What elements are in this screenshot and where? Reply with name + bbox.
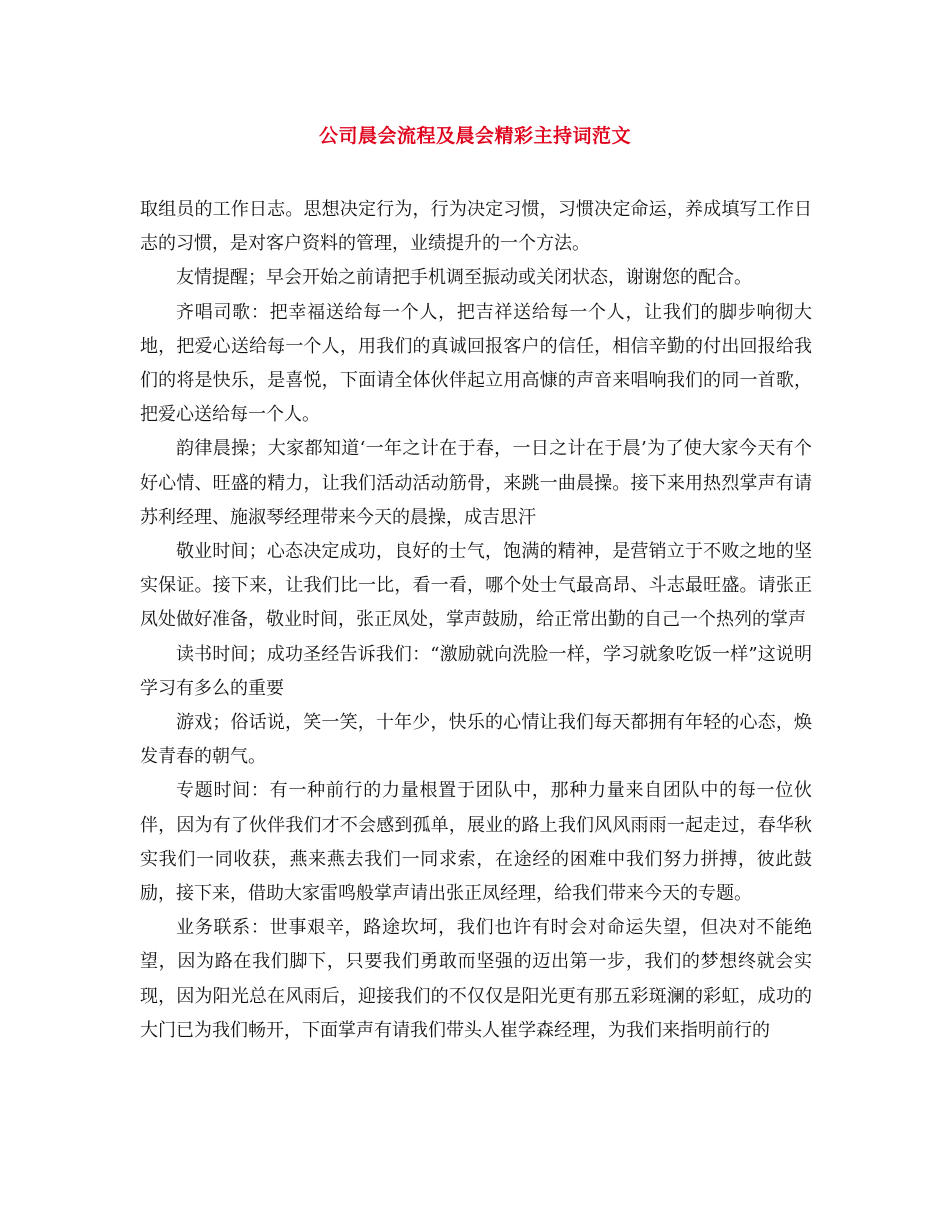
document-title: 公司晨会流程及晨会精彩主持词范文 <box>318 125 631 147</box>
paragraph-company-song: 齐唱司歌：把幸福送给每一个人，把吉祥送给每一个人，让我们的脚步响彻大地，把爱心送给每一个人，用我们的真诚回报客户的信任，相信辛勤的付出回报给我们的将是快乐，是喜悦，下面请全体伙伴起立用高慷的声音来唱响我们的同一首歌，把爱心送给每一个人。 <box>140 301 812 426</box>
paragraph-topic-time: 专题时间：有一种前行的力量根置于团队中，那种力量来自团队中的每一位伙伴，因为有了伙伴我们才不会感到孤单，展业的路上我们风风雨雨一起走过，春华秋实我们一同收获，燕来燕去我们一同求索，在途经的困难中我们努力拼搏，彼此鼓励，接下来，借助大家雷鸣般掌声请出张正凤经理，给我们带来今天的专题。 <box>140 780 812 905</box>
paragraph-dedication-time: 敬业时间；心态决定成功，良好的士气，饱满的精神，是营销立于不败之地的坚实保证。接下来，让我们比一比，看一看，哪个处士气最高昂、斗志最旺盛。请张正凤处做好准备，敬业时间，张正凤处，掌声鼓励，给正常出勤的自己一个热列的掌声 <box>140 541 812 631</box>
paragraph-morning-exercise: 韵律晨操；大家都知道‘一年之计在于春，一日之计在于晨’为了使大家今天有个好心情、旺盛的精力，让我们活动活动筋骨，来跳一曲晨操。接下来用热烈掌声有请苏利经理、施淑琴经理带来今天的晨操，成吉思汗 <box>140 438 812 528</box>
paragraph-continuation: 取组员的工作日志。思想决定行为，行为决定习惯，习惯决定命运，养成填写工作日志的习惯，是对客户资料的管理，业绩提升的一个方法。 <box>140 199 812 255</box>
document-body <box>140 193 812 1048</box>
paragraph-reading-time: 读书时间；成功圣经告诉我们：“激励就向洗脸一样，学习就象吃饭一样”这说明学习有多么的重要 <box>140 643 812 699</box>
paragraph-business-contact: 业务联系：世事艰辛，路途坎坷，我们也许有时会对命运失望，但决对不能绝望，因为路在我们脚下，只要我们勇敢而坚强的迈出第一步，我们的梦想终就会实现，因为阳光总在风雨后，迎接我们的不仅仅是阳光更有那五彩斑澜的彩虹，成功的大门已为我们畅开，下面掌声有请我们带头人崔学森经理，为我们来指明前行的 <box>140 917 812 1041</box>
paragraph-game: 游戏；俗话说，笑一笑，十年少，快乐的心情让我们每天都拥有年轻的心态，焕发青春的朝气。 <box>140 712 812 768</box>
paragraph-friendly-reminder: 友情提醒；早会开始之前请把手机调至振动或关闭状态，谢谢您的配合。 <box>176 267 752 289</box>
